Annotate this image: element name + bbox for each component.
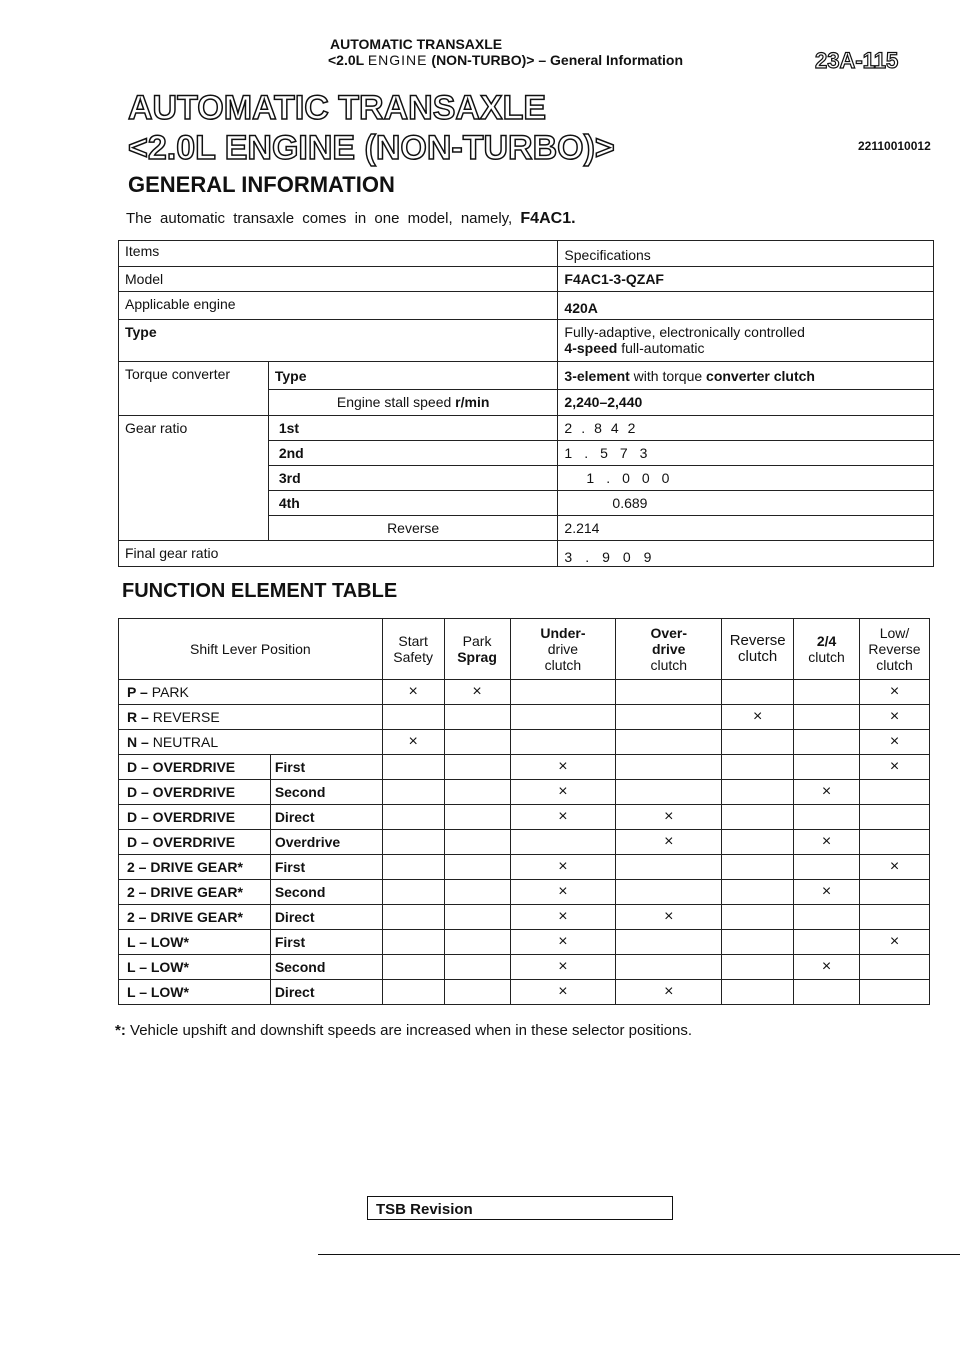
element-cell	[616, 930, 722, 955]
element-cell	[794, 855, 860, 880]
position-cell: D – OVERDRIVE	[119, 755, 271, 780]
gear-range-cell: Second	[270, 880, 382, 905]
table-row	[119, 955, 930, 980]
hdr-line: Sprag	[457, 649, 497, 665]
element-cell	[794, 905, 860, 930]
header-start-safety	[382, 619, 444, 680]
element-cell	[722, 755, 794, 780]
element-cell	[444, 680, 510, 705]
element-cell	[722, 805, 794, 830]
gear-name: 4th	[268, 491, 558, 516]
hdr-line: Park	[462, 633, 492, 649]
gear-range-cell: Second	[270, 780, 382, 805]
element-cell	[382, 780, 444, 805]
intro-paragraph	[126, 210, 576, 228]
intro-text: The automatic transaxle comes in one model, namely,	[126, 210, 513, 227]
gear-range-cell: First	[270, 855, 382, 880]
engaged-mark: ×	[821, 883, 832, 900]
hdr-line: clutch	[876, 657, 913, 673]
element-cell	[794, 705, 860, 730]
element-cell	[794, 830, 860, 855]
element-cell	[510, 930, 616, 955]
header-underdrive-clutch	[510, 619, 616, 680]
table-row	[119, 855, 930, 880]
col-header-specifications: Specifications	[558, 241, 934, 267]
engaged-mark: ×	[558, 808, 568, 825]
position-letter: P –	[127, 684, 148, 700]
element-cell	[722, 780, 794, 805]
element-cell	[860, 755, 930, 780]
type-value	[558, 320, 934, 362]
element-cell	[860, 730, 930, 755]
gear-value: 0.689	[558, 491, 934, 516]
table-row	[119, 830, 930, 855]
engaged-mark: ×	[558, 783, 568, 800]
hdr-line: Start	[398, 633, 428, 649]
position-cell: D – OVERDRIVE	[119, 830, 271, 855]
element-cell	[860, 805, 930, 830]
hdr-line: drive	[652, 641, 686, 657]
gear-value: 2.214	[558, 516, 934, 541]
element-cell	[510, 880, 616, 905]
element-cell	[860, 705, 930, 730]
element-cell	[794, 880, 860, 905]
table-row	[119, 705, 930, 730]
position-letter: N –	[127, 734, 149, 750]
table-row	[119, 416, 934, 441]
gear-value: 1.573	[558, 441, 934, 466]
element-cell	[860, 830, 930, 855]
position-cell: L – LOW*	[119, 955, 271, 980]
hdr-line: Reverse	[729, 632, 786, 649]
element-cell	[616, 730, 722, 755]
table-row	[119, 267, 934, 292]
table-row	[119, 905, 930, 930]
position-cell: 2 – DRIVE GEAR*	[119, 855, 271, 880]
element-cell	[794, 955, 860, 980]
type-label: Type	[119, 320, 558, 362]
element-cell	[510, 780, 616, 805]
element-cell	[860, 680, 930, 705]
engaged-mark: ×	[889, 708, 900, 725]
element-cell	[444, 955, 510, 980]
engaged-mark: ×	[889, 683, 900, 700]
element-cell	[616, 755, 722, 780]
element-cell	[382, 680, 444, 705]
torque-with: with torque	[633, 368, 703, 384]
element-cell	[510, 805, 616, 830]
running-header-subtitle	[328, 52, 683, 68]
hdr-line: clutch	[650, 657, 688, 673]
gear-name: Reverse	[268, 516, 558, 541]
gear-value: 2.842	[558, 416, 934, 441]
element-cell	[382, 955, 444, 980]
engaged-mark: ×	[664, 983, 674, 1000]
position-cell	[119, 680, 383, 705]
element-cell	[444, 880, 510, 905]
table-row	[119, 241, 934, 267]
title-line-2: <2.0L ENGINE (NON-TURBO)>	[128, 129, 615, 167]
engaged-mark: ×	[664, 833, 674, 850]
element-cell	[444, 780, 510, 805]
type-mode: full-automatic	[621, 340, 705, 356]
position-name: REVERSE	[152, 709, 220, 725]
element-cell	[616, 830, 722, 855]
document-id: 22110010012	[858, 139, 931, 153]
element-cell	[510, 705, 616, 730]
position-cell: 2 – DRIVE GEAR*	[119, 880, 271, 905]
element-cell	[794, 730, 860, 755]
element-cell	[444, 905, 510, 930]
hdr-line: clutch	[544, 657, 582, 673]
engaged-mark: ×	[408, 733, 418, 750]
stall-speed-label	[268, 390, 558, 416]
torque-converter-label: Torque converter	[119, 362, 269, 416]
engaged-mark: ×	[558, 933, 568, 950]
engaged-mark: ×	[821, 783, 832, 800]
footnote	[115, 1022, 692, 1039]
engaged-mark: ×	[558, 758, 568, 775]
element-cell	[616, 980, 722, 1005]
table-row	[119, 362, 934, 390]
element-cell	[444, 930, 510, 955]
engaged-mark: ×	[821, 833, 832, 850]
hdr-line: clutch	[808, 649, 845, 665]
gear-range-cell: Direct	[270, 905, 382, 930]
gear-value: 1.000	[558, 466, 934, 491]
element-cell	[444, 755, 510, 780]
footnote-text: Vehicle upshift and downshift speeds are increased when in these selector positions.	[130, 1022, 693, 1039]
header-reverse-clutch	[722, 619, 794, 680]
engaged-mark: ×	[558, 858, 568, 875]
position-cell: L – LOW*	[119, 930, 271, 955]
element-cell	[382, 730, 444, 755]
element-cell	[382, 755, 444, 780]
table-row	[119, 980, 930, 1005]
running-header-section: AUTOMATIC TRANSAXLE	[330, 36, 503, 52]
element-cell	[510, 905, 616, 930]
final-gear-value: 3.909	[558, 541, 934, 567]
type-value-line1: Fully-adaptive, electronically controlled	[564, 324, 805, 340]
element-cell	[444, 730, 510, 755]
function-table-body	[119, 680, 930, 1005]
engaged-mark: ×	[472, 683, 482, 700]
hdr-line: clutch	[738, 648, 778, 665]
element-cell	[722, 905, 794, 930]
position-cell: D – OVERDRIVE	[119, 780, 271, 805]
element-cell	[510, 830, 616, 855]
table-row	[119, 930, 930, 955]
element-cell	[616, 680, 722, 705]
table-row	[119, 320, 934, 362]
element-cell	[510, 680, 616, 705]
element-cell	[616, 855, 722, 880]
header-park-sprag	[444, 619, 510, 680]
element-cell	[860, 855, 930, 880]
position-name: PARK	[151, 684, 189, 700]
element-cell	[794, 930, 860, 955]
element-cell	[382, 980, 444, 1005]
element-cell	[860, 955, 930, 980]
header-shift-lever: Shift Lever Position	[119, 619, 383, 680]
element-cell	[444, 980, 510, 1005]
table-row	[119, 880, 930, 905]
torque-type-value	[558, 362, 934, 390]
position-cell: L – LOW*	[119, 980, 271, 1005]
element-cell	[510, 955, 616, 980]
gear-range-cell: Second	[270, 955, 382, 980]
position-cell	[119, 705, 383, 730]
position-letter: R –	[127, 709, 149, 725]
element-cell	[382, 930, 444, 955]
element-cell	[616, 905, 722, 930]
element-cell	[616, 880, 722, 905]
element-cell	[616, 805, 722, 830]
gear-name: 2nd	[268, 441, 558, 466]
element-cell	[722, 880, 794, 905]
table-row	[119, 805, 930, 830]
model-value: F4AC1-3-QZAF	[558, 267, 934, 292]
element-cell	[444, 805, 510, 830]
element-cell	[794, 755, 860, 780]
element-cell	[616, 955, 722, 980]
document-title	[128, 88, 615, 168]
element-cell	[444, 830, 510, 855]
engaged-mark: ×	[821, 958, 832, 975]
title-line-1: AUTOMATIC TRANSAXLE	[128, 89, 547, 127]
element-cell	[510, 855, 616, 880]
element-cell	[722, 930, 794, 955]
function-element-table	[118, 618, 930, 1005]
hdr-line: drive	[547, 641, 579, 657]
position-cell: 2 – DRIVE GEAR*	[119, 905, 271, 930]
element-cell	[616, 780, 722, 805]
element-cell	[860, 980, 930, 1005]
torque-type-label: Type	[268, 362, 558, 390]
col-header-items: Items	[119, 241, 558, 267]
header-overdrive-clutch	[616, 619, 722, 680]
element-cell	[794, 980, 860, 1005]
stall-label-text: Engine stall speed	[336, 394, 452, 410]
model-label: Model	[119, 267, 558, 292]
table-row	[119, 680, 930, 705]
element-cell	[722, 680, 794, 705]
position-cell	[119, 730, 383, 755]
function-element-heading: FUNCTION ELEMENT TABLE	[122, 580, 398, 602]
torque-element: 3-element	[564, 368, 630, 384]
element-cell	[860, 930, 930, 955]
position-cell: D – OVERDRIVE	[119, 805, 271, 830]
table-row	[119, 292, 934, 320]
engaged-mark: ×	[664, 808, 674, 825]
hdr-line: Low/	[879, 625, 910, 641]
element-cell	[860, 905, 930, 930]
table-row	[119, 755, 930, 780]
gear-ratio-label: Gear ratio	[119, 416, 269, 541]
type-speed: 4-speed	[564, 340, 618, 356]
header-row	[119, 619, 930, 680]
hdr-line: Under-	[540, 625, 586, 641]
table-row	[119, 730, 930, 755]
page-number: 23A-115	[815, 48, 899, 73]
hdr-line: Over-	[650, 625, 688, 641]
engaged-mark: ×	[558, 908, 568, 925]
header-low-reverse-clutch	[860, 619, 930, 680]
footnote-mark: *:	[115, 1022, 126, 1039]
stall-speed-value: 2,240–2,440	[558, 390, 934, 416]
element-cell	[382, 905, 444, 930]
element-cell	[382, 880, 444, 905]
engaged-mark: ×	[664, 908, 674, 925]
position-name: NEUTRAL	[152, 734, 219, 750]
engaged-mark: ×	[408, 683, 418, 700]
type-value-line2	[564, 340, 927, 356]
gear-range-cell: Direct	[270, 980, 382, 1005]
element-cell	[382, 705, 444, 730]
engine-suffix: (NON-TURBO)> – General Information	[431, 52, 684, 68]
element-cell	[510, 755, 616, 780]
engaged-mark: ×	[889, 758, 900, 775]
element-cell	[794, 680, 860, 705]
table-row	[119, 780, 930, 805]
stall-unit: r/min	[455, 394, 490, 410]
gear-range-cell: First	[270, 930, 382, 955]
hdr-line: Reverse	[868, 641, 921, 657]
engaged-mark: ×	[558, 983, 568, 1000]
general-information-heading: GENERAL INFORMATION	[128, 172, 395, 197]
engaged-mark: ×	[889, 933, 900, 950]
engaged-mark: ×	[558, 883, 568, 900]
intro-model: F4AC1.	[520, 210, 576, 227]
engaged-mark: ×	[889, 733, 900, 750]
element-cell	[722, 955, 794, 980]
element-cell	[510, 980, 616, 1005]
element-cell	[794, 805, 860, 830]
engine-value: 420A	[558, 292, 934, 320]
element-cell	[382, 830, 444, 855]
gear-range-cell: Overdrive	[270, 830, 382, 855]
final-gear-label: Final gear ratio	[119, 541, 558, 567]
engaged-mark: ×	[752, 708, 763, 725]
element-cell	[510, 730, 616, 755]
engine-word: ENGINE	[367, 52, 428, 68]
engine-prefix: <2.0L	[328, 52, 364, 68]
element-cell	[860, 880, 930, 905]
element-cell	[382, 805, 444, 830]
gear-range-cell: Direct	[270, 805, 382, 830]
element-cell	[722, 830, 794, 855]
table-row	[119, 541, 934, 567]
hdr-line: 2/4	[816, 633, 837, 649]
hdr-line: Safety	[393, 649, 433, 665]
element-cell	[722, 980, 794, 1005]
engine-label: Applicable engine	[119, 292, 558, 320]
element-cell	[722, 730, 794, 755]
gear-range-cell: First	[270, 755, 382, 780]
header-24-clutch	[794, 619, 860, 680]
tsb-revision-box: TSB Revision	[367, 1196, 673, 1220]
element-cell	[616, 705, 722, 730]
torque-clutch: converter clutch	[706, 368, 815, 384]
engaged-mark: ×	[558, 958, 568, 975]
element-cell	[382, 855, 444, 880]
element-cell	[722, 705, 794, 730]
element-cell	[444, 705, 510, 730]
gear-name: 3rd	[268, 466, 558, 491]
element-cell	[860, 780, 930, 805]
element-cell	[444, 855, 510, 880]
gear-name: 1st	[268, 416, 558, 441]
element-cell	[794, 780, 860, 805]
footer-rule	[318, 1254, 960, 1255]
specifications-table	[118, 240, 934, 567]
element-cell	[722, 855, 794, 880]
engaged-mark: ×	[889, 858, 900, 875]
